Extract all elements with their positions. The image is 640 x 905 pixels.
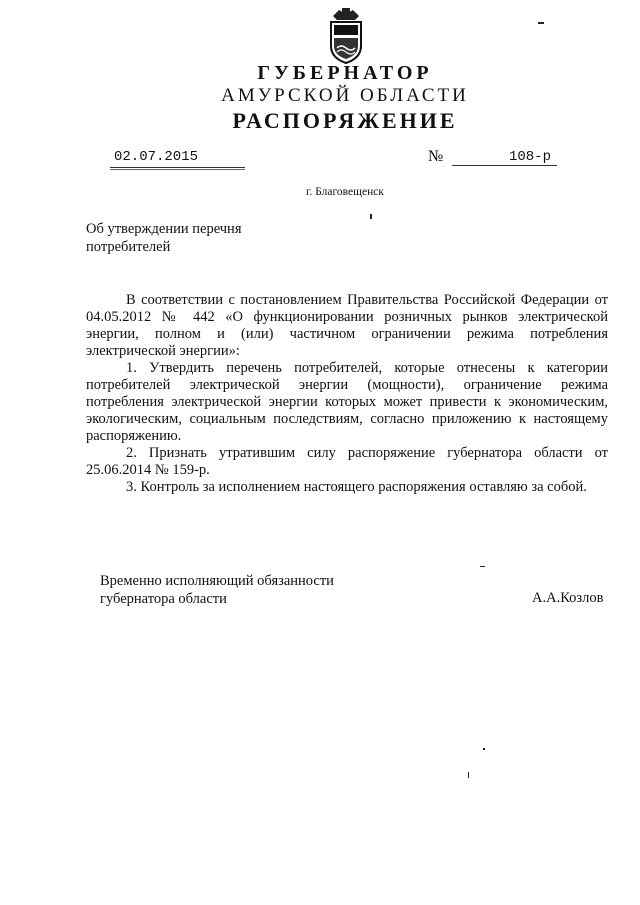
signatory-title-line-1: Временно исполняющий обязанности <box>100 573 334 589</box>
governor-heading: ГУБЕРНАТОР <box>257 62 433 84</box>
document-date: 02.07.2015 <box>110 149 245 168</box>
body-paragraph-item-1: 1. Утвердить перечень потребителей, которые отнесены к категории потребителей электрической энергии (мощности), ограничение режима потребления электрической энергии которых может привести к экономическим, экологическим, социальным последствиям, согласно приложению к настоящему распоряжению. <box>86 360 608 444</box>
body-paragraph-item-3: 3. Контроль за исполнением настоящего распоряжения оставляю за собой. <box>126 479 587 495</box>
body-paragraph-item-2: 2. Признать утратившим силу распоряжение губернатора области от 25.06.2014 № 159-р. <box>86 445 608 478</box>
number-sign: № <box>428 148 444 165</box>
document-type-heading: РАСПОРЯЖЕНИЕ <box>232 108 458 133</box>
scan-speck <box>468 772 469 778</box>
date-underline <box>110 169 245 170</box>
region-heading: АМУРСКОЙ ОБЛАСТИ <box>221 85 469 106</box>
signatory-title <box>100 572 334 608</box>
scan-speck <box>480 566 485 567</box>
subject-line-2: потребителей <box>86 239 171 255</box>
scan-speck <box>370 214 372 219</box>
document-body <box>86 292 608 496</box>
signatory-name: А.А.Козлов <box>532 590 604 606</box>
coat-of-arms-icon <box>325 8 367 64</box>
subject-line-1: Об утверждении перечня <box>86 221 242 237</box>
scan-speck <box>483 748 485 750</box>
document-number: 108-р <box>452 149 557 166</box>
signatory-title-line-2: губернатора области <box>100 591 227 607</box>
scan-speck <box>538 22 544 24</box>
body-paragraph-preamble: В соответствии с постановлением Правительства Российской Федерации от 04.05.2012 № 442 «О функционировании розничных рынков электрической энергии, полном и (или) частичном ограничении режима потребления электрической энергии»: <box>86 292 608 359</box>
city-label: г. Благовещенск <box>306 186 384 198</box>
document-subject <box>86 220 242 256</box>
